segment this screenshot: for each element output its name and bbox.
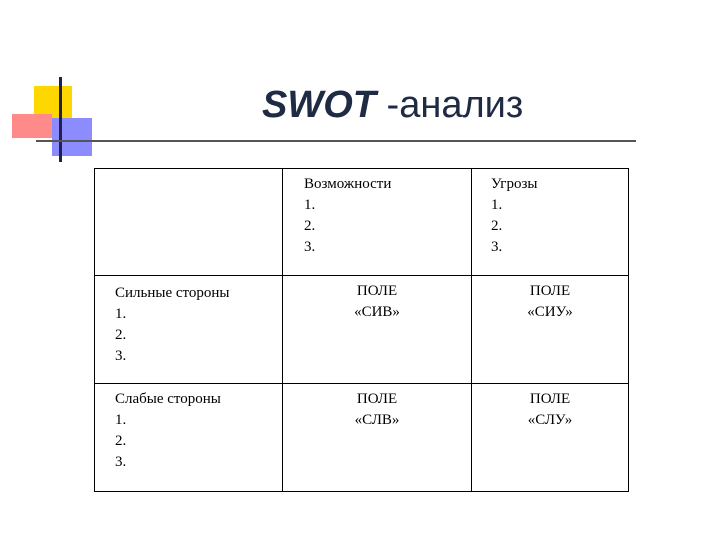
header-opportunities-item-2: 2. xyxy=(304,218,316,234)
header-threats-item-2: 2. xyxy=(491,218,503,234)
field-siu-line1: ПОЛЕ xyxy=(529,283,571,299)
row-weaknesses-label: Слабые стороны xyxy=(115,391,221,407)
table-divider-v2 xyxy=(471,169,472,491)
field-siu-line2: «СИУ» xyxy=(527,304,573,320)
row-weaknesses-item-1: 1. xyxy=(115,412,127,428)
field-slu-line1: ПОЛЕ xyxy=(529,391,571,407)
table-divider-h2 xyxy=(95,383,628,384)
field-siv xyxy=(283,281,471,323)
row-strengths-label: Сильные стороны xyxy=(115,285,230,301)
row-strengths-item-1: 1. xyxy=(115,306,127,322)
title-rest: -анализ xyxy=(375,84,524,126)
logo-vertical-line xyxy=(59,77,62,162)
title-swot: SWOT xyxy=(262,84,376,126)
table-divider-v1 xyxy=(282,169,283,491)
row-strengths-item-2: 2. xyxy=(115,327,127,343)
logo-red-square xyxy=(12,114,52,138)
header-threats-item-1: 1. xyxy=(491,197,503,213)
row-strengths xyxy=(115,283,230,367)
slide-title xyxy=(262,84,523,127)
field-slu xyxy=(472,389,628,431)
header-threats xyxy=(491,174,537,258)
field-slv-line1: ПОЛЕ xyxy=(356,391,398,407)
header-threats-item-3: 3. xyxy=(491,239,503,255)
header-opportunities-item-1: 1. xyxy=(304,197,316,213)
logo-blue-square xyxy=(52,118,92,156)
header-opportunities-label: Возможности xyxy=(304,176,392,192)
field-slv xyxy=(283,389,471,431)
row-weaknesses-item-2: 2. xyxy=(115,433,127,449)
title-underline xyxy=(36,140,636,142)
table-divider-h1 xyxy=(95,275,628,276)
header-opportunities-item-3: 3. xyxy=(304,239,316,255)
field-siv-line1: ПОЛЕ xyxy=(356,283,398,299)
row-weaknesses xyxy=(115,389,221,473)
header-threats-label: Угрозы xyxy=(491,176,538,192)
field-slu-line2: «СЛУ» xyxy=(527,412,573,428)
row-weaknesses-item-3: 3. xyxy=(115,454,127,470)
field-slv-line2: «СЛВ» xyxy=(354,412,400,428)
header-opportunities xyxy=(304,174,391,258)
row-strengths-item-3: 3. xyxy=(115,348,127,364)
swot-table xyxy=(94,168,629,492)
field-siv-line2: «СИВ» xyxy=(354,304,400,320)
field-siu xyxy=(472,281,628,323)
